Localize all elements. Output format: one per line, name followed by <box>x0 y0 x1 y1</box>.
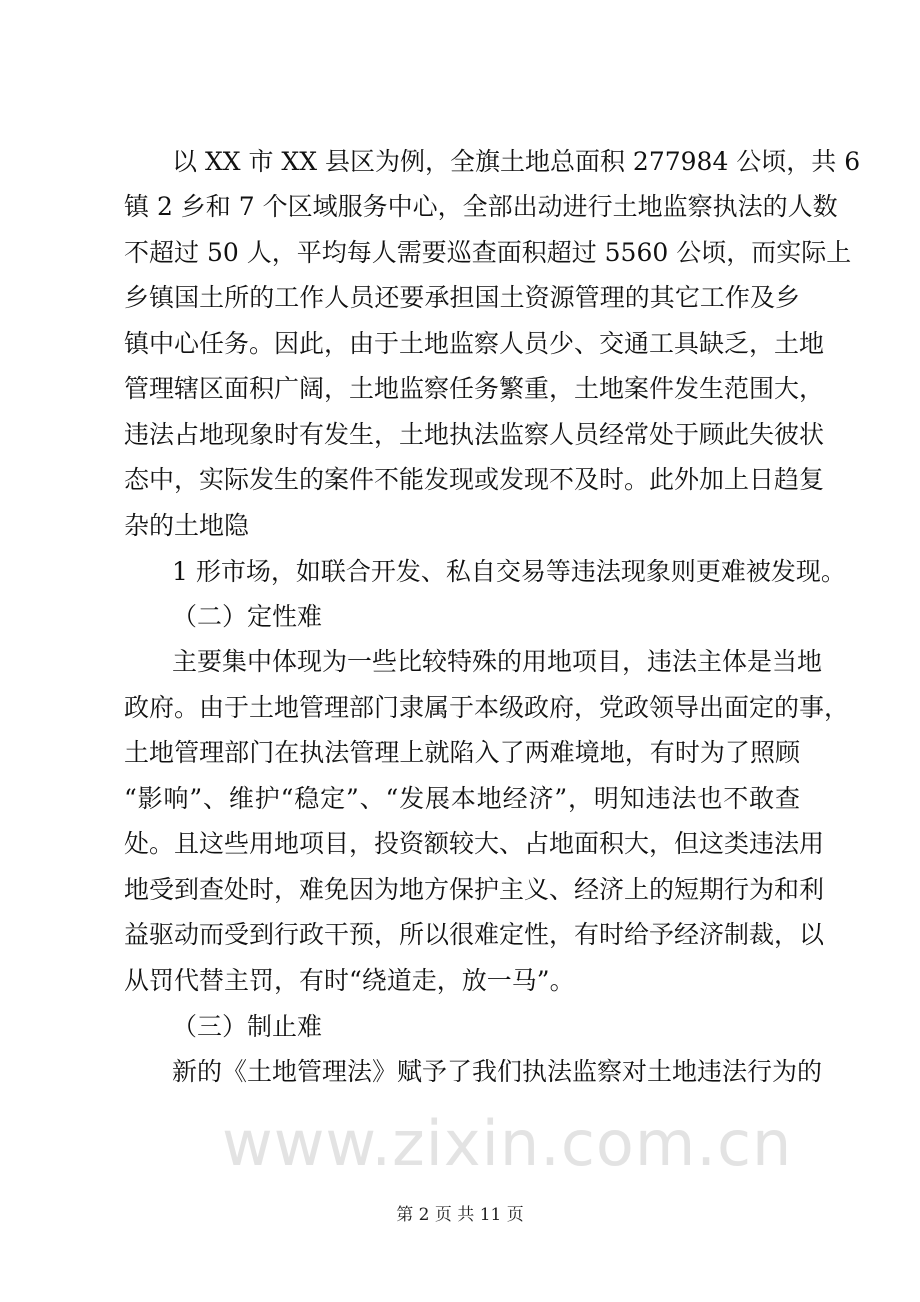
text-line: 态中，实际发生的案件不能发现或发现不及时。此外加上日趋复 <box>124 465 825 494</box>
text-line: 不超过 50 人，平均每人需要巡查面积超过 5560 公顷，而实际上 <box>124 238 852 267</box>
text-line: 乡镇国土所的工作人员还要承担国土资源管理的其它工作及乡 <box>124 283 800 312</box>
text-line: 违法占地现象时有发生，土地执法监察人员经常处于顾此失彼状 <box>124 420 825 449</box>
text-line: 管理辖区面积广阔，土地监察任务繁重，土地案件发生范围大， <box>124 374 825 403</box>
page-footer: 第 2 页 共 11 页 <box>396 1205 524 1225</box>
text-line: 从罚代替主罚，有时“绕道走，放一马”。 <box>124 966 575 995</box>
watermark: www.zixin.com.cn <box>222 1107 793 1180</box>
text-line: 土地管理部门在执法管理上就陷入了两难境地，有时为了照顾 <box>124 738 800 767</box>
text-line: 镇 2 乡和 7 个区域服务中心，全部出动进行土地监察执法的人数 <box>124 192 838 221</box>
text-line: 1 形市场，如联合开发、私自交易等违法现象则更难被发现。 <box>172 557 846 586</box>
text-line: 地受到查处时，难免因为地方保护主义、经济上的短期行为和利 <box>124 875 825 904</box>
text-line: 益驱动而受到行政干预，所以很难定性，有时给予经济制裁，以 <box>124 920 825 949</box>
text-line: 处。且这些用地项目，投资额较大、占地面积大，但这类违法用 <box>124 829 825 858</box>
text-line: 新的《土地管理法》赋予了我们执法监察对土地违法行为的 <box>172 1057 823 1086</box>
text-line: 主要集中体现为一些比较特殊的用地项目，违法主体是当地 <box>172 647 823 676</box>
text-line: 杂的土地隐 <box>124 511 250 540</box>
text-line: “影响”、维护“稳定”、“发展本地经济”，明知违法也不敢查 <box>124 784 800 813</box>
text-line: 政府。由于土地管理部门隶属于本级政府，党政领导出面定的事， <box>124 693 850 722</box>
text-line: 镇中心任务。因此，由于土地监察人员少、交通工具缺乏，土地 <box>124 329 825 358</box>
text-line: 以 XX 市 XX 县区为例，全旗土地总面积 277984 公顷，共 6 <box>172 147 861 176</box>
text-line: （三）制止难 <box>172 1012 323 1041</box>
text-line: （二）定性难 <box>172 602 323 631</box>
